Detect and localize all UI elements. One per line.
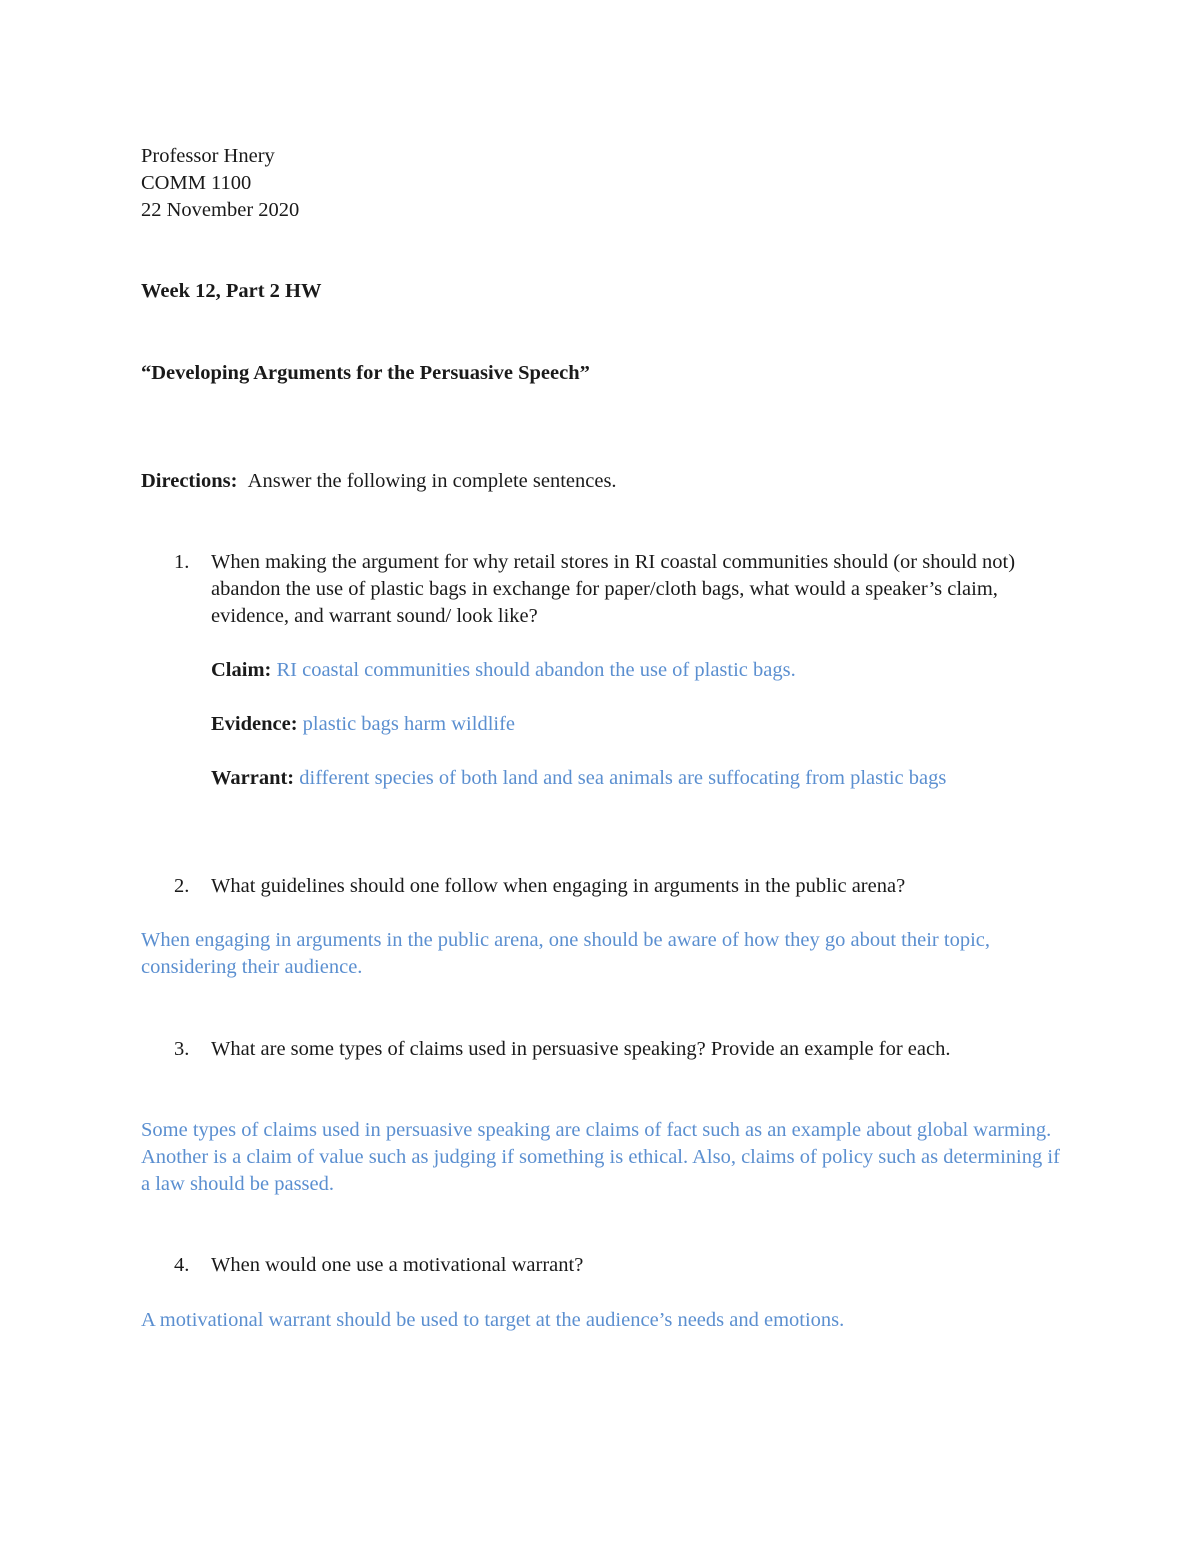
question-2-number: 2. <box>174 875 190 897</box>
professor-name: Professor Hnery <box>141 145 275 167</box>
warrant-line <box>211 765 946 792</box>
assignment-title: “Developing Arguments for the Persuasive Speech” <box>141 362 590 384</box>
warrant-label: Warrant: <box>211 767 295 789</box>
question-2-answer: When engaging in arguments in the public arena, one should be aware of how they go about their topic, considering their audience. <box>141 929 990 978</box>
question-2-text: What guidelines should one follow when engaging in arguments in the public arena? <box>211 875 906 897</box>
warrant-answer: different species of both land and sea animals are suffocating from plastic bags <box>299 767 947 789</box>
evidence-label: Evidence: <box>211 713 298 735</box>
question-4-text: When would one use a motivational warrant? <box>211 1254 584 1276</box>
claim-line <box>211 657 796 684</box>
directions-label: Directions: <box>141 470 238 492</box>
question-4-number: 4. <box>174 1254 190 1276</box>
question-3-text: What are some types of claims used in persuasive speaking? Provide an example for each. <box>211 1038 951 1060</box>
directions <box>141 468 617 495</box>
question-1-number: 1. <box>174 551 190 573</box>
question-1-text: When making the argument for why retail stores in RI coastal communities should (or should not) abandon the use of plastic bags in exchange for paper/cloth bags, what would a speaker’s claim, evidence, and warrant sound/ look like? <box>211 551 1016 627</box>
evidence-answer: plastic bags harm wildlife <box>302 713 516 735</box>
directions-text: Answer the following in complete sentences. <box>247 470 617 492</box>
date: 22 November 2020 <box>141 199 300 221</box>
claim-answer: RI coastal communities should abandon the use of plastic bags. <box>276 659 796 681</box>
claim-label: Claim: <box>211 659 272 681</box>
evidence-line <box>211 711 515 738</box>
course-code: COMM 1100 <box>141 172 252 194</box>
question-3-answer: Some types of claims used in persuasive speaking are claims of fact such as an example about global warming. Another is a claim of value such as judging if something is ethical. Also, claims of policy such as determining if a law should be passed. <box>141 1119 1060 1195</box>
question-4-answer: A motivational warrant should be used to target at the audience’s needs and emotions. <box>141 1309 845 1331</box>
week-heading: Week 12, Part 2 HW <box>141 280 322 302</box>
question-3-number: 3. <box>174 1038 190 1060</box>
